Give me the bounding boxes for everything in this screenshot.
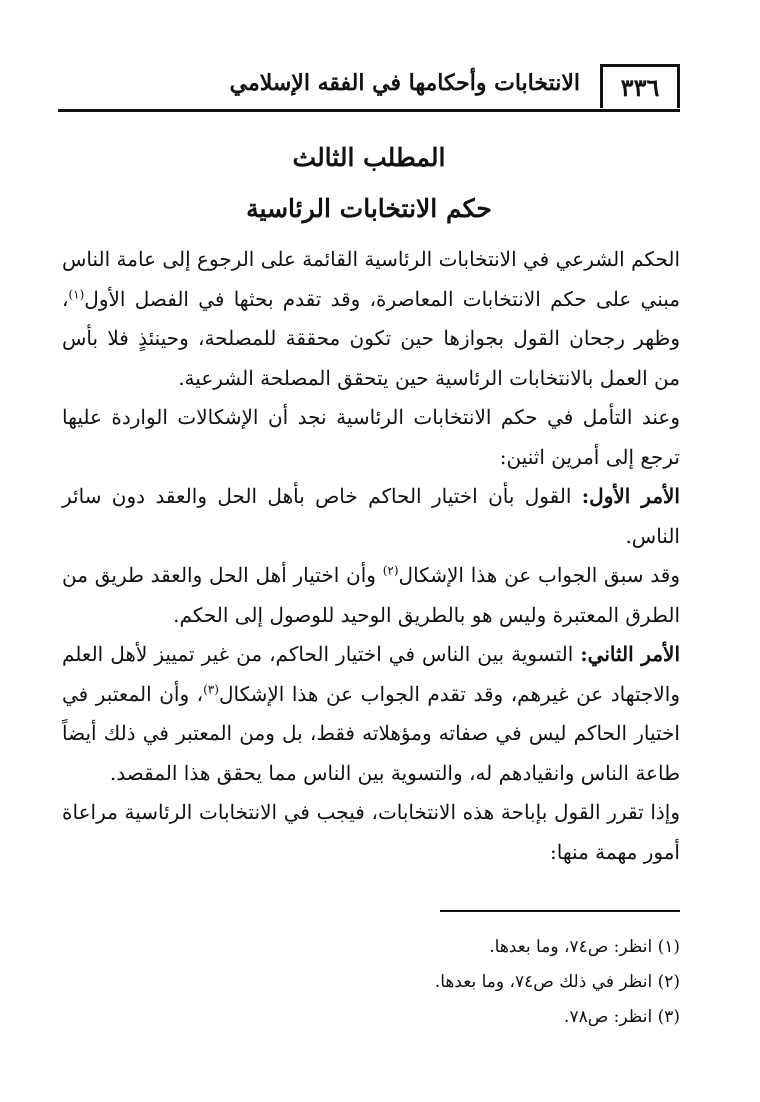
paragraph-text: ، وأن المعتبر في اختيار الحاكم ليس في صفاته ومؤهلاته فقط، بل ومن المعتبر في ذلك أيضاً طاعة الناس وانقيادهم له، والتسوية بين الناس مما يحقق هذا المقصد. <box>62 681 680 785</box>
footnote: (١) انظر: ص٧٤، وما بعدها. <box>489 937 680 957</box>
paragraph <box>62 477 680 556</box>
section-heading: المطلب الثالث <box>292 143 446 172</box>
paragraph: وإذا تقرر القول بإباحة هذه الانتخابات، فيجب في الانتخابات الرئاسية مراعاة أمور مهمة منها: <box>62 800 680 864</box>
footnotes <box>62 930 680 1035</box>
paragraph-text: القول بأن اختيار الحاكم خاص بأهل الحل والعقد دون سائر الناس. <box>62 484 680 548</box>
paragraph: وعند التأمل في حكم الانتخابات الرئاسية نجد أن الإشكالات الواردة عليها ترجع إلى أمرين اثنين: <box>62 405 680 469</box>
footnote-separator <box>440 910 680 912</box>
body-text <box>62 240 680 872</box>
footnote-ref[interactable]: (٢) <box>382 563 399 578</box>
footnote-ref[interactable]: (٣) <box>203 681 219 696</box>
paragraph-text: الحكم الشرعي في الانتخابات الرئاسية القائمة على الرجوع إلى عامة الناس مبني على حكم الانتخابات المعاصرة، وقد تقدم بحثها في الفصل الأول <box>62 247 680 311</box>
paragraph-text: ، وظهر رجحان القول بجوازها حين تكون محققة للمصلحة، وحينئذٍ فلا بأس من العمل بالانتخابات الرئاسية حين يتحقق المصلحة الشرعية. <box>62 286 680 390</box>
page-header <box>58 62 680 112</box>
chapter-title: حكم الانتخابات الرئاسية <box>246 194 492 223</box>
page-number: ٣٣٦ <box>600 64 680 108</box>
paragraph-lead: الأمر الأول: <box>581 484 680 508</box>
paragraph-lead: الأمر الثاني: <box>580 642 680 666</box>
paragraph <box>62 635 680 793</box>
footnote: (٢) انظر في ذلك ص٧٤، وما بعدها. <box>434 972 680 992</box>
header-rule <box>58 109 680 112</box>
running-title: الانتخابات وأحكامها في الفقه الإسلامي <box>229 70 580 96</box>
footnote: (٣) انظر: ص٧٨. <box>564 1007 680 1027</box>
paragraph-text: التسوية بين الناس في اختيار الحاكم، من غير تمييز لأهل العلم والاجتهاد عن غيرهم، وقد تقدم الجواب عن هذا الإشكال <box>62 642 680 706</box>
paragraph-text: وأن اختيار أهل الحل والعقد طريق من الطرق المعتبرة وليس هو بالطريق الوحيد للوصول إلى الحكم. <box>62 563 680 627</box>
paragraph <box>62 556 680 635</box>
footnote-ref[interactable]: (١) <box>68 286 85 301</box>
paragraph-text: وقد سبق الجواب عن هذا الإشكال <box>398 563 680 587</box>
paragraph <box>62 240 680 398</box>
